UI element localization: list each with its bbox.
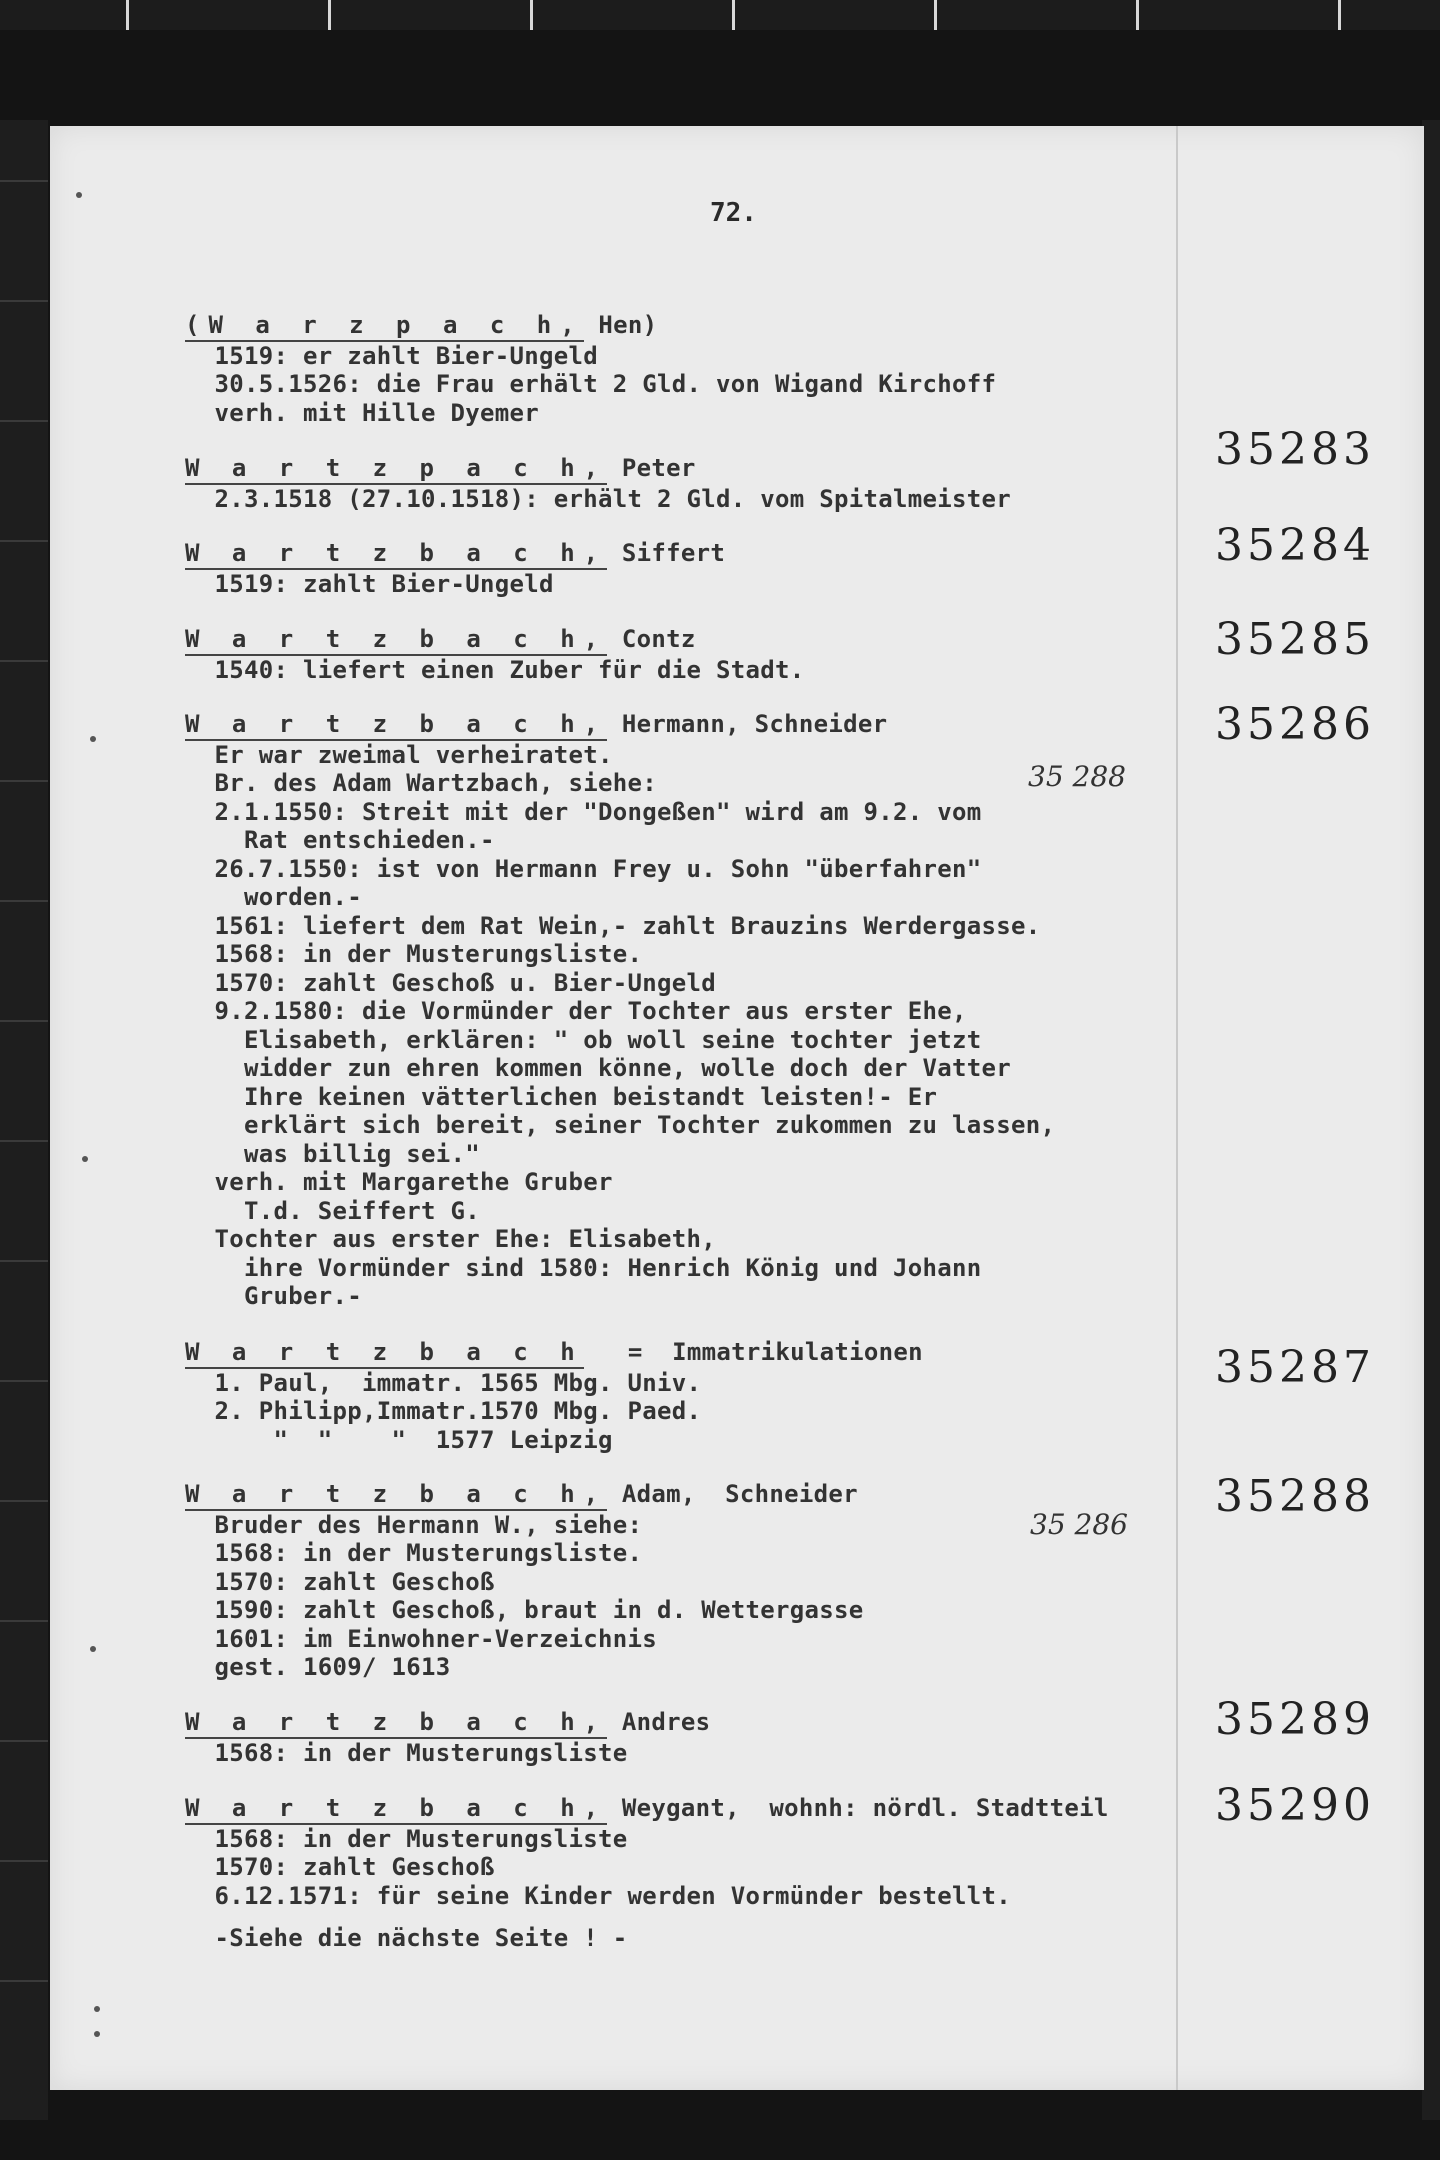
handwritten-cross-reference: 35 288 bbox=[1028, 760, 1126, 793]
ref-number: 35285 bbox=[1215, 614, 1375, 665]
right-film-strip bbox=[1422, 120, 1440, 2120]
entry-line: Br. des Adam Wartzbach, siehe: bbox=[185, 769, 657, 797]
entry-wartzbach-hermann bbox=[185, 710, 1055, 1311]
entry-line: 1540: liefert einen Zuber für die Stadt. bbox=[185, 655, 805, 684]
entry-line: 6.12.1571: für seine Kinder werden Vormünder bestellt. bbox=[185, 1881, 1011, 1910]
surname: W a r t z b a c h, bbox=[185, 710, 608, 738]
given-name: Hen) bbox=[583, 311, 658, 339]
entry-line: 2. Philipp,Immatr.1570 Mbg. Paed. bbox=[185, 1397, 702, 1425]
scanner-ruler bbox=[0, 0, 1440, 30]
entry-line: 1519: zahlt Bier-Ungeld bbox=[185, 569, 554, 598]
left-film-strip bbox=[0, 120, 48, 2120]
entry-wartzbach-weygant bbox=[185, 1794, 1109, 1953]
entry-line: 1570: zahlt Geschoß u. Bier-Ungeld bbox=[185, 968, 716, 997]
entry-line: 26.7.1550: ist von Hermann Frey u. Sohn "überfahren" bbox=[185, 854, 982, 883]
entry-heading bbox=[185, 710, 1055, 741]
entry-line: 9.2.1580: die Vormünder der Tochter aus erster Ehe, bbox=[185, 997, 967, 1025]
entry-line: 1568: in der Musterungsliste bbox=[185, 1824, 628, 1853]
entry-line: widder zun ehren kommen könne, wolle doch der Vatter bbox=[185, 1054, 1011, 1082]
surname: W a r t z b a c h bbox=[185, 1338, 584, 1366]
entry-line: ihre Vormünder sind 1580: Henrich König und Johann bbox=[185, 1253, 982, 1282]
entry-line: Gruber.- bbox=[185, 1282, 362, 1310]
entry-line: Rat entschieden.- bbox=[185, 826, 495, 854]
ref-number: 35284 bbox=[1215, 520, 1375, 571]
given-name: Siffert bbox=[607, 539, 726, 567]
entry-line: " " " 1577 Leipzig bbox=[185, 1425, 613, 1454]
handwritten-cross-reference: 35 286 bbox=[1030, 1508, 1128, 1541]
surname: W a r t z b a c h, bbox=[185, 1708, 608, 1736]
page-number: 72. bbox=[710, 198, 757, 228]
entry-wartzbach-siffert bbox=[185, 539, 725, 598]
entry-line: T.d. Seiffert G. bbox=[185, 1196, 480, 1225]
given-name: = Immatrikulationen bbox=[583, 1338, 923, 1366]
entry-heading bbox=[185, 311, 996, 342]
entry-line: 1568: in der Musterungsliste bbox=[185, 1738, 628, 1767]
entry-line: Bruder des Hermann W., siehe: bbox=[185, 1510, 643, 1539]
entry-line: 1570: zahlt Geschoß bbox=[185, 1567, 495, 1596]
surname: W a r t z p a c h, bbox=[185, 454, 608, 482]
given-name: Adam, Schneider bbox=[607, 1480, 858, 1508]
given-name: Weygant, wohnh: nördl. Stadtteil bbox=[607, 1794, 1109, 1822]
ruler-tick bbox=[934, 0, 937, 30]
entry-warzpach-hen bbox=[185, 311, 996, 427]
entry-line: 1561: liefert dem Rat Wein,- zahlt Brauzins Werdergasse. bbox=[185, 911, 1041, 940]
ref-number: 35286 bbox=[1215, 699, 1375, 750]
entry-heading bbox=[185, 1794, 1109, 1825]
ref-number: 35283 bbox=[1215, 424, 1375, 475]
entry-heading bbox=[185, 1480, 863, 1511]
margin-rule bbox=[1176, 126, 1178, 2090]
entry-line: 1601: im Einwohner-Verzeichnis bbox=[185, 1624, 657, 1653]
entry-heading bbox=[185, 1338, 923, 1369]
entry-line: was billig sei." bbox=[185, 1139, 480, 1168]
entry-line: 2.3.1518 (27.10.1518): erhält 2 Gld. vom Spitalmeister bbox=[185, 484, 1011, 513]
ref-number: 35287 bbox=[1215, 1342, 1375, 1393]
surname: W a r t z b a c h, bbox=[185, 625, 608, 653]
entry-line: verh. mit Margarethe Gruber bbox=[185, 1168, 613, 1196]
entry-heading bbox=[185, 625, 804, 656]
ref-number: 35290 bbox=[1215, 1780, 1375, 1831]
entry-heading bbox=[185, 539, 725, 570]
ref-number: 35289 bbox=[1215, 1694, 1375, 1745]
surname: (W a r z p a c h, bbox=[185, 311, 584, 339]
entry-line: Elisabeth, erklären: " ob woll seine tochter jetzt bbox=[185, 1025, 982, 1054]
entry-wartzbach-adam bbox=[185, 1480, 863, 1682]
given-name: Andres bbox=[607, 1708, 711, 1736]
entry-line: erklärt sich bereit, seiner Tochter zukommen zu lassen, bbox=[185, 1111, 1056, 1139]
ruler-tick bbox=[732, 0, 735, 30]
surname: W a r t z b a c h, bbox=[185, 1480, 608, 1508]
ref-number: 35288 bbox=[1215, 1471, 1375, 1522]
entry-line: 1. Paul, immatr. 1565 Mbg. Univ. bbox=[185, 1368, 702, 1397]
ruler-tick bbox=[1338, 0, 1341, 30]
entry-line: 1590: zahlt Geschoß, braut in d. Wettergasse bbox=[185, 1596, 864, 1624]
ruler-tick bbox=[328, 0, 331, 30]
entry-heading bbox=[185, 1708, 710, 1739]
given-name: Contz bbox=[607, 625, 696, 653]
entry-wartzbach-immatrikulationen bbox=[185, 1338, 923, 1454]
entry-line: Ihre keinen vätterlichen beistandt leisten!- Er bbox=[185, 1082, 938, 1111]
entry-line: 30.5.1526: die Frau erhält 2 Gld. von Wigand Kirchoff bbox=[185, 370, 997, 398]
footer-note: -Siehe die nächste Seite ! - bbox=[185, 1924, 628, 1952]
entry-line: 1570: zahlt Geschoß bbox=[185, 1853, 495, 1881]
entry-line: Tochter aus erster Ehe: Elisabeth, bbox=[185, 1225, 716, 1253]
document-page bbox=[50, 126, 1424, 2090]
entry-line: gest. 1609/ 1613 bbox=[185, 1653, 451, 1681]
ruler-tick bbox=[530, 0, 533, 30]
entry-line: 1568: in der Musterungsliste. bbox=[185, 1539, 643, 1567]
entry-line: worden.- bbox=[185, 883, 362, 911]
entry-line: verh. mit Hille Dyemer bbox=[185, 398, 539, 427]
ruler-tick bbox=[126, 0, 129, 30]
entry-wartzbach-andres bbox=[185, 1708, 710, 1767]
surname: W a r t z b a c h, bbox=[185, 1794, 608, 1822]
given-name: Peter bbox=[607, 454, 696, 482]
entry-line: 2.1.1550: Streit mit der "Dongeßen" wird am 9.2. vom bbox=[185, 797, 982, 826]
given-name: Hermann, Schneider bbox=[607, 710, 888, 738]
ruler-tick bbox=[1136, 0, 1139, 30]
entry-line: Er war zweimal verheiratet. bbox=[185, 740, 613, 769]
entry-line: 1519: er zahlt Bier-Ungeld bbox=[185, 341, 598, 370]
entry-line: 1568: in der Musterungsliste. bbox=[185, 940, 643, 968]
entry-wartzpach-peter bbox=[185, 454, 1011, 513]
surname: W a r t z b a c h, bbox=[185, 539, 608, 567]
entry-heading bbox=[185, 454, 1011, 485]
entry-wartzbach-contz bbox=[185, 625, 804, 684]
